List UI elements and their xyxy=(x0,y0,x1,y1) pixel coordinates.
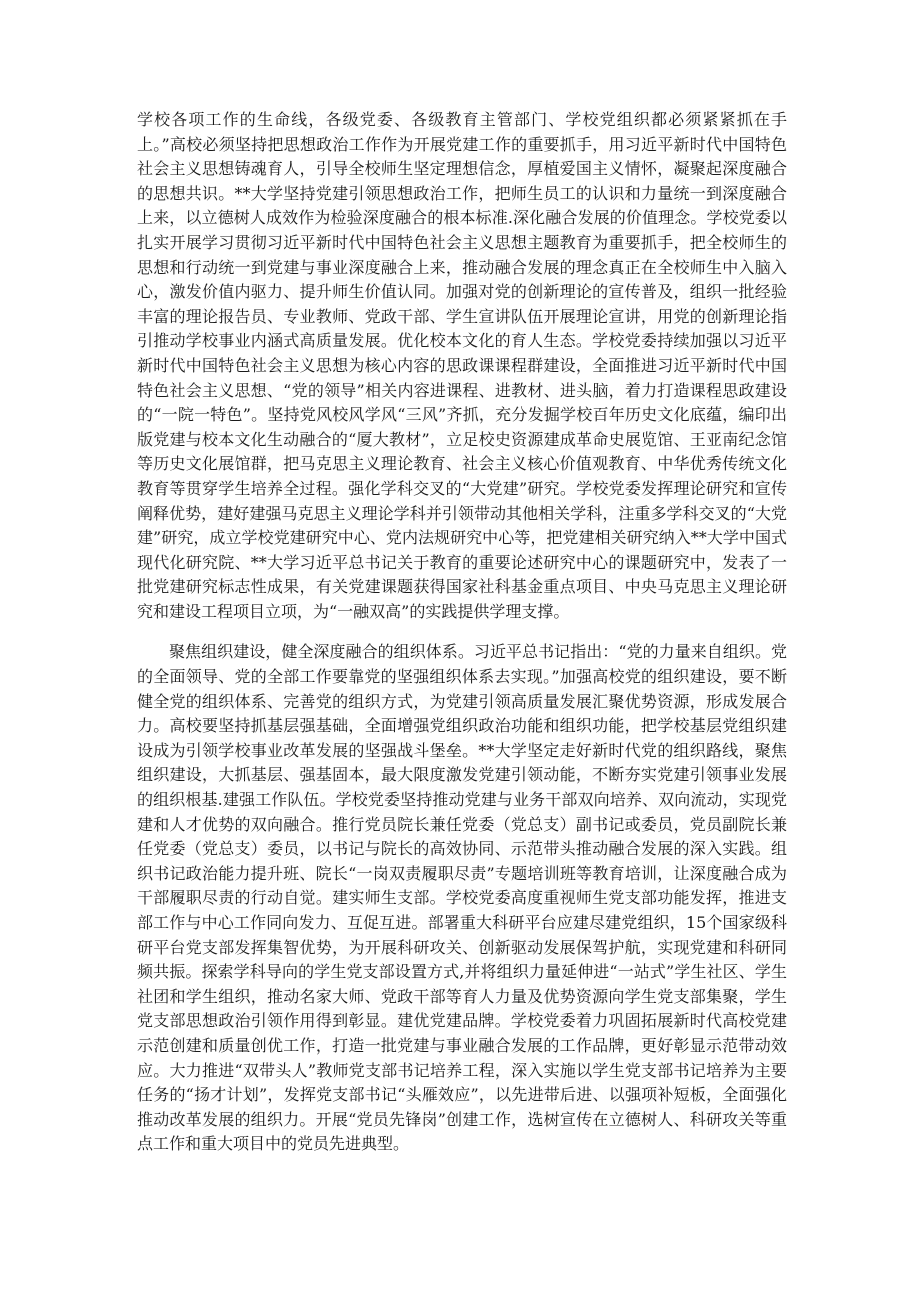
paragraph-organization-building: 聚焦组织建设，健全深度融合的组织体系。习近平总书记指出：“党的力量来自组织。党的全面领导、党的全部工作要靠党的坚强组织体系去实现。”加强高校党的组织建设，要不断健全党的组织体系、完善党的组织方式，为党建引领高质量发展汇聚优势资源，形成发展合力。高校要坚持抓基层强基础，全面增强党组织政治功能和组织功能，把学校基层党组织建设成为引领学校事业改革发展的坚强战斗堡垒。**大学坚定走好新时代党的组织路线，聚焦组织建设，大抓基层、强基固本，最大限度激发党建引领动能，不断夯实党建引领事业发展的组织根基.建强工作队伍。学校党委坚持推动党建与业务干部双向培养、双向流动，实现党建和人才优势的双向融合。推行党员院长兼任党委（党总支）副书记或委员，党员副院长兼任党委（党总支）委员，以书记与院长的高效协同、示范带头推动融合发展的深入实践。组织书记政治能力提升班、院长“一岗双责履职尽责”专题培训班等教育培训，让深度融合成为干部履职尽责的行动自觉。建实师生支部。学校党委高度重视师生党支部功能发挥，推进支部工作与中心工作同向发力、互促互进。部署重大科研平台应建尽建党组织，15个国家级科研平台党支部发挥集智优势，为开展科研攻关、创新驱动发展保驾护航，实现党建和科研同频共振。探索学科导向的学生党支部设置方式,并将组织力量延伸进“一站式”学生社区、学生社团和学生组织，推动名家大师、党政干部等育人力量及优势资源向学生党支部集聚，学生党支部思想政治引领作用得到彰显。建优党建品牌。学校党委着力巩固拓展新时代高校党建示范创建和质量创优工作，打造一批党建与事业融合发展的工作品牌，更好彰显示范带动效应。大力推进“双带头人”教师党支部书记培养工程，深入实施以学生党支部书记培养为主要任务的“扬才计划”，发挥党支部书记“头雁效应”，以先进带后进、以强项补短板，全面强化推动改革发展的组织力。开展“党员先锋岗”创建工作，选树宣传在立德树人、科研攻关等重点工作和重大项目中的党员先进典型。 xyxy=(137,642,787,1154)
document-body xyxy=(137,108,787,1157)
paragraph-ideological-work: 学校各项工作的生命线，各级党委、各级教育主管部门、学校党组织都必须紧紧抓在手上。”高校必须坚持把思想政治工作作为开展党建工作的重要抓手，用习近平新时代中国特色社会主义思想铸魂育人，引导全校师生坚定理想信念，厚植爱国主义情怀，凝聚起深度融合的思想共识。**大学坚持党建引领思想政治工作，把师生员工的认识和力量统一到深度融合上来，以立德树人成效作为检验深度融合的根本标准.深化融合发展的价值理念。学校党委以扎实开展学习贯彻习近平新时代中国特色社会主义思想主题教育为重要抓手，把全校师生的思想和行动统一到党建与事业深度融合上来，推动融合发展的理念真正在全校师生中入脑入心，激发价值内驱力、提升师生价值认同。加强对党的创新理论的宣传普及，组织一批经验丰富的理论报告员、专业教师、党政干部、学生宣讲队伍开展理论宣讲，用党的创新理论指引推动学校事业内涵式高质量发展。优化校本文化的育人生态。学校党委持续加强以习近平新时代中国特色社会主义思想为核心内容的思政课课程群建设，全面推进习近平新时代中国特色社会主义思想、“党的领导”相关内容进课程、进教材、进头脑，着力打造课程思政建设的“一院一特色”。坚持党风校风学风“三风”齐抓，充分发掘学校百年历史文化底蕴，编印出版党建与校本文化生动融合的“厦大教材”，立足校史资源建成革命史展览馆、王亚南纪念馆等历史文化展馆群，把马克思主义理论教育、社会主义核心价值观教育、中华优秀传统文化教育等贯穿学生培养全过程。强化学科交叉的“大党建”研究。学校党委发挥理论研究和宣传阐释优势，建好建强马克思主义理论学科并引领带动其他相关学科，注重多学科交叉的“大党建”研究，成立学校党建研究中心、党内法规研究中心等，把党建相关研究纳入**大学中国式现代化研究院、**大学习近平总书记关于教育的重要论述研究中心的课题研究中，发表了一批党建研究标志性成果，有关党建课题获得国家社科基金重点项目、中央马克思主义理论研究和建设工程项目立项，为“一融双高”的实践提供学理支撑。 xyxy=(137,110,787,621)
